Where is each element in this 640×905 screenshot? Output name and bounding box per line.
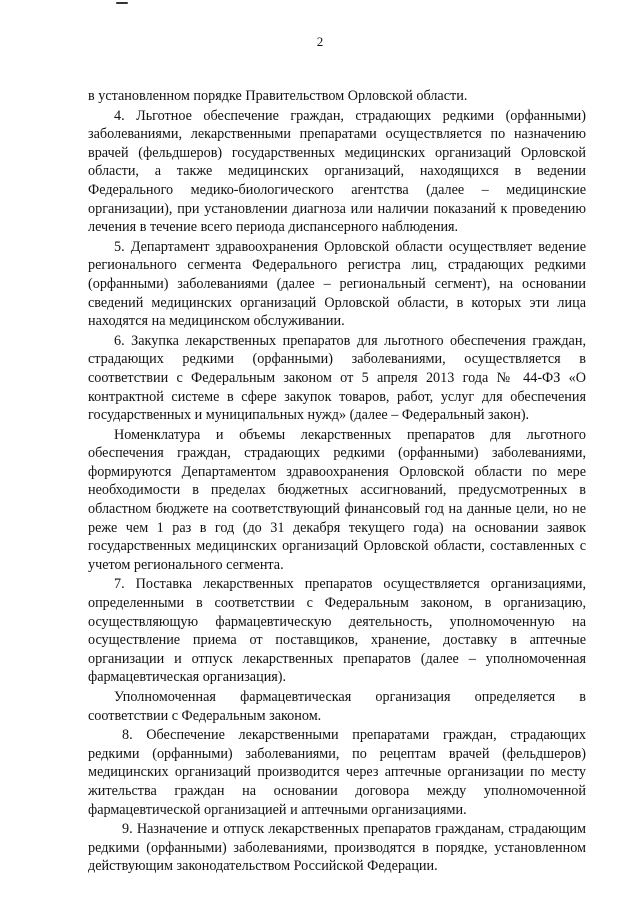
paragraph-7-authorized-org: Уполномоченная фармацевтическая организация определяется в соответствии с Федеральным законом. [88, 689, 586, 724]
paragraph-6: 6. Закупка лекарственных препаратов для льготного обеспечения граждан, страдающих редкими (орфанными) заболеваниями, осуществляется в соответствии с Федеральным законом от 5 апреля 2013 года № 44-ФЗ «О контрактной системе в сфере закупок товаров, работ, услуг для обеспечения государственных и муниципальных нужд» (далее – Федеральный закон). [88, 332, 586, 424]
paragraph-continuation: в установленном порядке Правительством Орловской области. [88, 88, 468, 104]
paragraph-9: 9. Назначение и отпуск лекарственных препаратов гражданам, страдающим редкими (орфанными) заболеваниями, производятся в порядке, установленном действующим законодательством Российской Федерации. [88, 821, 586, 875]
paragraph-8: 8. Обеспечение лекарственными препаратами граждан, страдающих редкими (орфанными) заболеваниями, по рецептам врачей (фельдшеров) медицинских организаций производится через аптечные организации по месту жительства граждан на основании договора между уполномоченной фармацевтической организацией и аптечными организациями. [88, 727, 586, 818]
document-body [88, 87, 586, 877]
page-number: 2 [316, 34, 324, 49]
paragraph-4: 4. Льготное обеспечение граждан, страдающих редкими (орфанными) заболеваниями, лекарственными препаратами осуществляется по назначению врачей (фельдшеров) государственных медицинских организаций Орловской области, а также медицинских организаций, находящихся в ведении Федерального медико-биологического агентства (далее – медицинские организации), при установлении диагноза или наличии показаний к проведению лечения в течение всего периода диспансерного наблюдения. [88, 107, 586, 236]
paragraph-5: 5. Департамент здравоохранения Орловской области осуществляет ведение регионального сегмента Федерального регистра лиц, страдающих редкими (орфанными) заболеваниями (далее – региональный сегмент), на основании сведений медицинских организаций Орловской области, в которых эти лица находятся на медицинском обслуживании. [88, 238, 586, 330]
paragraph-6-nomenclature: Номенклатура и объемы лекарственных препаратов для льготного обеспечения граждан, страдающих редкими (орфанными) заболеваниями, формируются Департаментом здравоохранения Орловской области по мере необходимости в пределах бюджетных ассигнований, предусмотренных в областном бюджете на соответствующий финансовый год на данные цели, но не реже чем 1 раз в год (до 31 декабря текущего года) на основании заявок государственных медицинских организаций Орловской области, составленных с учетом регионального сегмента. [88, 426, 586, 573]
scan-artifact [116, 2, 128, 4]
paragraph-7: 7. Поставка лекарственных препаратов осуществляется организациями, определенными в соответствии с Федеральным законом, в организацию, осуществляющую фармацевтическую деятельность, уполномоченную на осуществление приема от поставщиков, хранение, доставку в аптечные организации и отпуск лекарственных препаратов (далее – уполномоченная фармацевтическая организация). [88, 576, 586, 686]
